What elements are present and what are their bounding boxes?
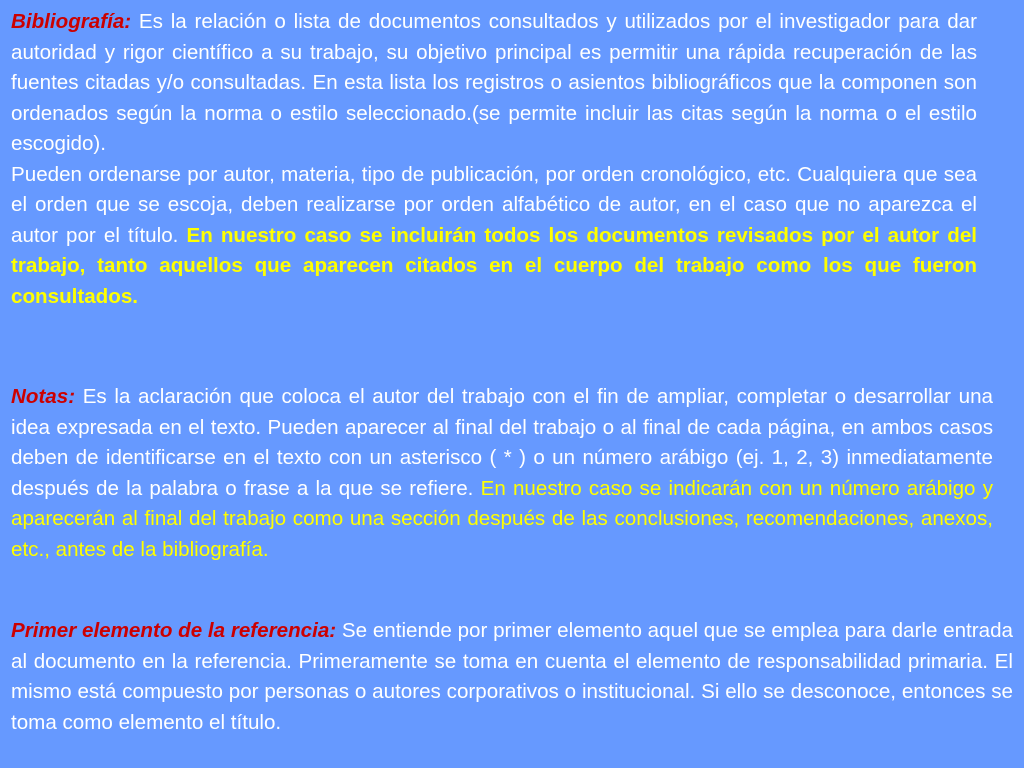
notas-definition: Es la aclaración que coloca el autor del trabajo con el fin de ampliar, completar o desarrollar una idea expresada en el texto. Pueden aparecer al final del trabajo o al final de cada página, en ambos casos deben de identificarse en el texto con un asterisco ( * ) o un número arábigo (ej. 1, 2, 3) inmediatamente después de la palabra o frase a la que se refiere. [11,385,993,500]
bibliografia-highlight: En nuestro caso se incluirán todos los documentos revisados por el autor del trabajo, tanto aquellos que aparecen citados en el cuerpo del trabajo como los que fueron consultados. [11,223,977,308]
primer-elemento-definition: Se entiende por primer elemento aquel que se emplea para darle entrada al documento en la referencia. Primeramente se toma en cuenta el elemento de responsabilidad primaria. El mismo está compuesto por personas o autores corporativos o institucional. Si ello se desconoce, entonces se toma como elemento el título. [11,619,1013,734]
bibliografia-heading: Bibliografía: [11,10,132,33]
bibliografia-ordering: Pueden ordenarse por autor, materia, tipo de publicación, por orden cronológico, etc. Cualquiera que sea el orden que se escoja, deben realizarse por orden alfabético de autor, en el caso que no aparezca el autor por el título. [11,162,977,247]
primer-elemento-paragraph [11,616,1013,738]
primer-elemento-heading: Primer elemento de la referencia: [11,619,337,642]
bibliografia-paragraph [11,7,977,312]
notas-heading: Notas: [11,385,76,408]
notas-highlight: En nuestro caso se indicarán con un número arábigo y aparecerán al final del trabajo como una sección después de las conclusiones, recomendaciones, anexos, etc., antes de la bibliografía. [11,476,993,561]
notas-paragraph [11,382,993,565]
bibliografia-definition: Es la relación o lista de documentos consultados y utilizados por el investigador para dar autoridad y rigor científico a su trabajo, su objetivo principal es permitir una rápida recuperación de las fuentes citadas y/o consultadas. En esta lista los registros o asientos bibliográficos que la componen son ordenados según la norma o estilo seleccionado.(se permite incluir las citas según la norma o el estilo escogido). [11,10,977,155]
